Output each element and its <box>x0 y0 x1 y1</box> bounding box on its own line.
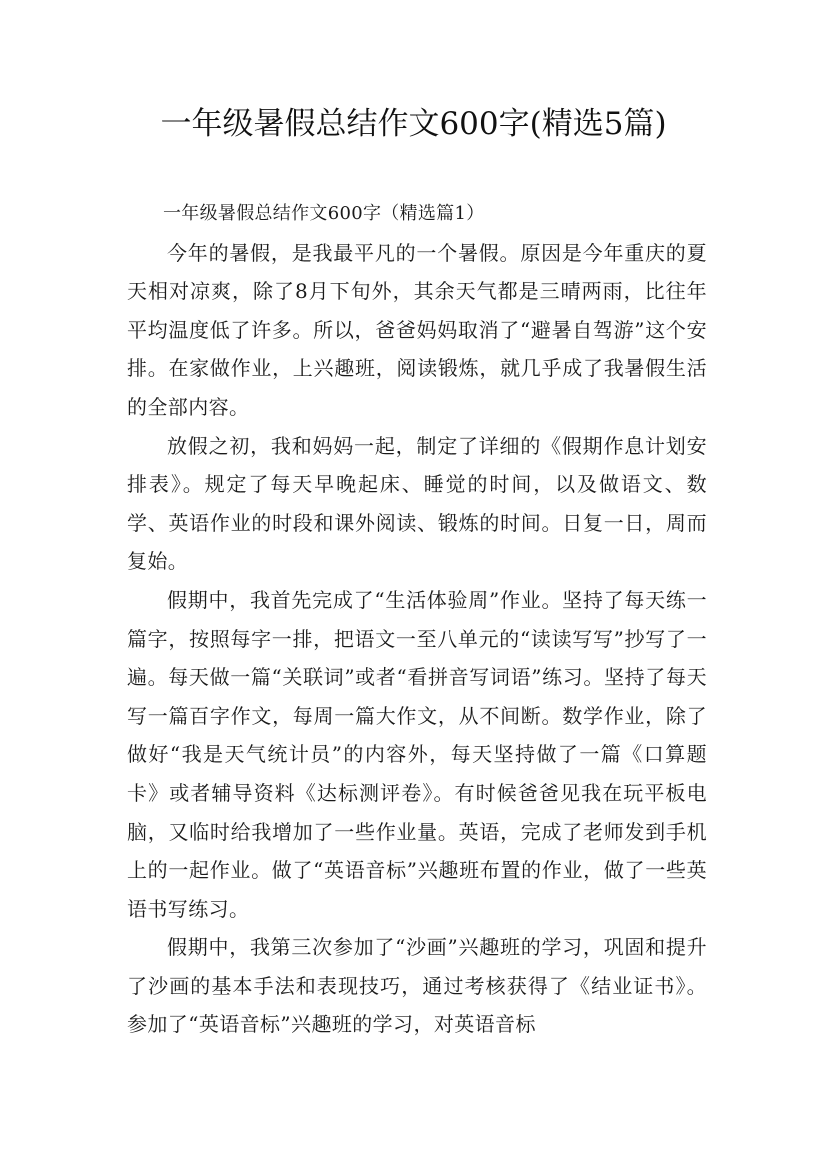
paragraph-4: 假期中，我第三次参加了“沙画”兴趣班的学习，巩固和提升了沙画的基本手法和表现技巧，通过考核获得了《结业证书》。参加了“英语音标”兴趣班的学习，对英语音标 <box>127 935 707 1037</box>
document-title: 一年级暑假总结作文600字(精选5篇) <box>160 106 667 142</box>
paragraph-2: 放假之初，我和妈妈一起，制定了详细的《假期作息计划安排表》。规定了每天早晚起床、睡觉的时间，以及做语文、数学、英语作业的时段和课外阅读、锻炼的时间。日复一日，周而复始。 <box>127 433 707 574</box>
document-body <box>127 195 707 1044</box>
paragraph-3: 假期中，我首先完成了“生活体验周”作业。坚持了每天练一篇字，按照每字一排，把语文一至八单元的“读读写写”抄写了一遍。每天做一篇“关联词”或者“看拼音写词语”练习。坚持了每天写一篇百字作文，每周一篇大作文，从不间断。数学作业，除了做好“我是天气统计员”的内容外，每天坚持做了一篇《口算题卡》或者辅导资料《达标测评卷》。有时候爸爸见我在玩平板电脑，又临时给我增加了一些作业量。英语，完成了老师发到手机上的一起作业。做了“英语音标”兴趣班布置的作业，做了一些英语书写练习。 <box>127 587 707 921</box>
paragraph-1: 今年的暑假，是我最平凡的一个暑假。原因是今年重庆的夏天相对凉爽，除了8月下旬外，其余天气都是三晴两雨，比往年平均温度低了许多。所以，爸爸妈妈取消了“避暑自驾游”这个安排。在家做作业，上兴趣班，阅读锻炼，就几乎成了我暑假生活的全部内容。 <box>127 240 707 419</box>
section-subtitle: 一年级暑假总结作文600字（精选篇1） <box>163 203 485 224</box>
